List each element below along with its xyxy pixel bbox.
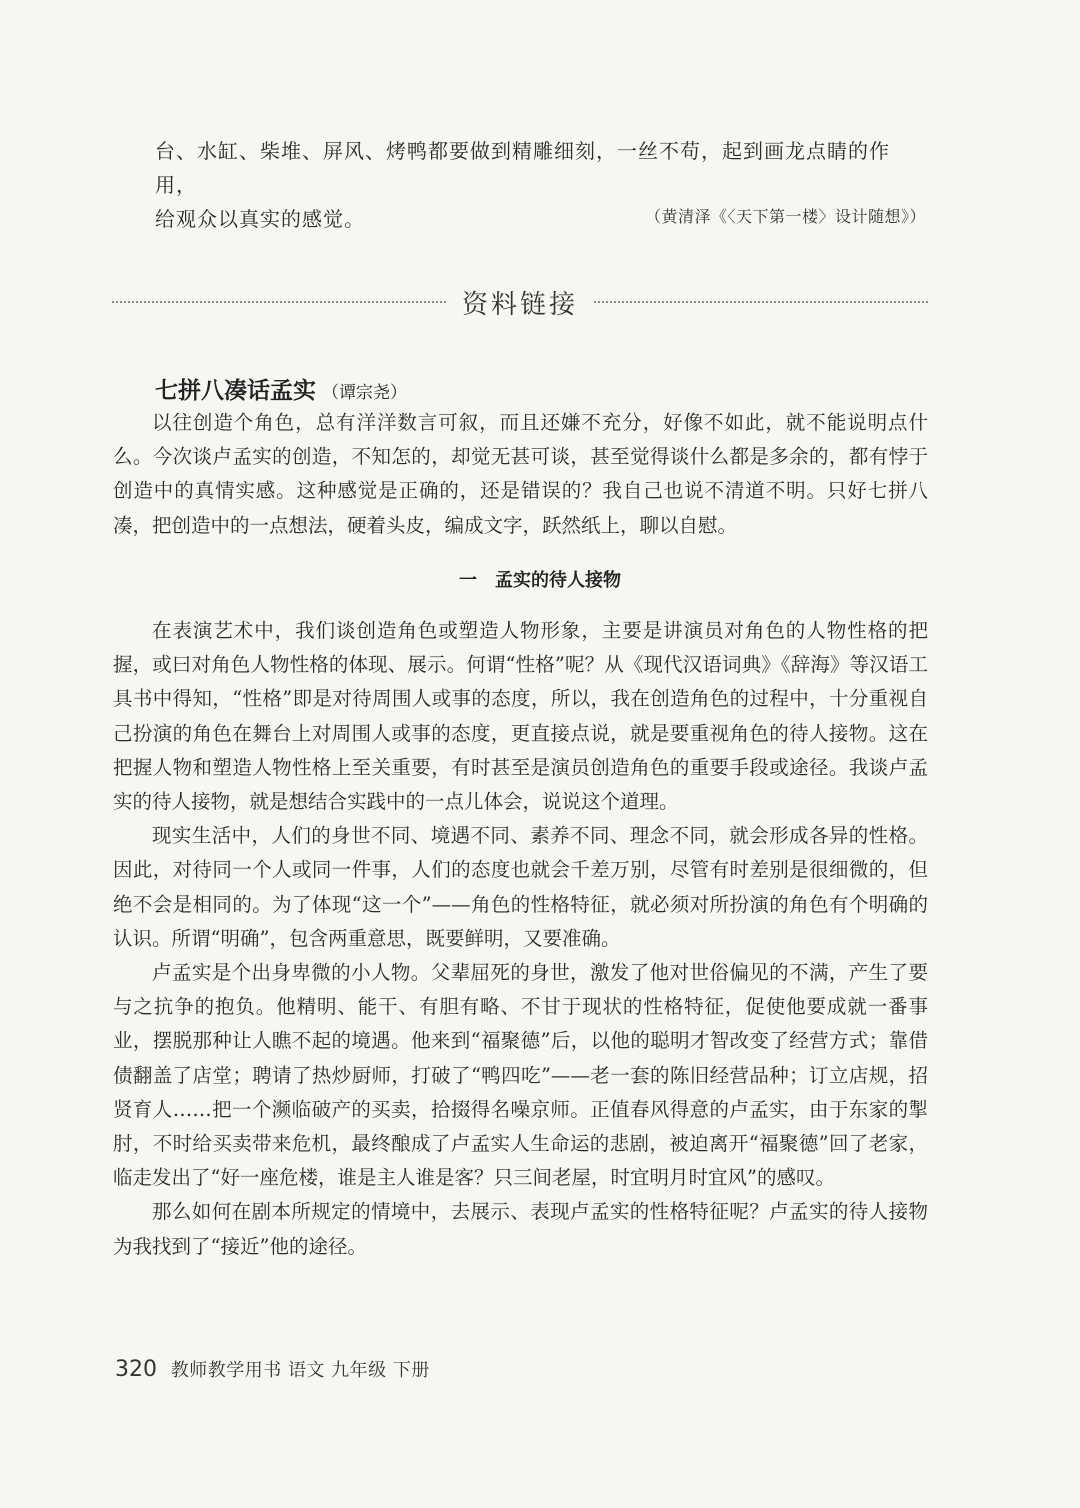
article-title	[155, 372, 407, 405]
book-title: 教师教学用书 语文 九年级 下册	[170, 1360, 430, 1381]
body-paragraph: 卢孟实是个出身卑微的小人物。父辈屈死的身世，激发了他对世俗偏见的不满，产生了要与之抗争的抱负。他精明、能干、有胆有略、不甘于现状的性格特征，促使他要成就一番事业，摆脱那种让人瞧不起的境遇。他来到“福聚德”后，以他的聪明才智改变了经营方式；靠借债翻盖了店堂；聘请了热炒厨师，打破了“鸭四吃”——老一套的陈旧经营品种；订立店规，招贤育人……把一个濒临破产的买卖，拾掇得名噪京师。正值春风得意的卢孟实，由于东家的掣肘，不时给买卖带来危机，最终酿成了卢孟实人生命运的悲剧，被迫离开“福聚德”回了老家，临走发出了“好一座危楼，谁是主人谁是客？只三间老屋，时宜明月时宜风”的感叹。	[113, 961, 928, 1190]
body-paragraph: 那么如何在剧本所规定的情境中，去展示、表现卢孟实的性格特征呢？卢孟实的待人接物为我找到了“接近”他的途径。	[113, 1200, 928, 1258]
dotted-rule-right	[594, 301, 928, 303]
section-divider	[112, 282, 928, 322]
dotted-rule-left	[112, 301, 446, 303]
article-title-text: 七拼八凑话孟实	[155, 377, 316, 404]
article-intro	[113, 406, 928, 543]
sub-heading: 一 孟实的待人接物	[459, 570, 621, 591]
quote-source: （黄清泽《〈天下第一楼〉设计随想》）	[644, 207, 926, 226]
quote-line: 给观众以真实的感觉。	[155, 207, 365, 231]
body-paragraph: 现实生活中，人们的身世不同、境遇不同、素养不同、理念不同，就会形成各异的性格。因此，对待同一个人或同一件事，人们的态度也就会千差万别，尽管有时差别是很细微的，但绝不会是相同的。为了体现“这一个”——角色的性格特征，就必须对所扮演的角色有个明确的认识。所谓“明确”，包含两重意思，既要鲜明，又要准确。	[113, 824, 928, 950]
intro-paragraph: 以往创造个角色，总有洋洋数言可叙，而且还嫌不充分，好像不如此，就不能说明点什么。今次谈卢孟实的创造，不知怎的，却觉无甚可谈，甚至觉得谈什么都是多余的，都有悖于创造中的真情实感。这种感觉是正确的，还是错误的？我自己也说不清道不明。只好七拼八凑，把创造中的一点想法，硬着头皮，编成文字，跃然纸上，聊以自慰。	[113, 411, 928, 537]
article-body	[113, 614, 928, 1264]
quote-line: 台、水缸、柴堆、屏风、烤鸭都要做到精雕细刻，一丝不苟，起到画龙点睛的作用，	[155, 139, 890, 197]
body-paragraph: 在表演艺术中，我们谈创造角色或塑造人物形象，主要是讲演员对角色的人物性格的把握，或曰对角色人物性格的体现、展示。何谓“性格”呢？从《现代汉语词典》《辞海》等汉语工具书中得知，“性格”即是对待周围人或事的态度，所以，我在创造角色的过程中，十分重视自己扮演的角色在舞台上对周围人或事的态度，更直接点说，就是要重视角色的待人接物。这在把握人物和塑造人物性格上至关重要，有时甚至是演员创造角色的重要手段或途径。我谈卢孟实的待人接物，就是想结合实践中的一点儿体会，说说这个道理。	[113, 619, 928, 814]
page-footer	[115, 1356, 430, 1382]
section-label: 资料链接	[462, 289, 579, 320]
page-number: 320	[115, 1357, 157, 1382]
article-author: （谭宗尧）	[322, 383, 407, 403]
